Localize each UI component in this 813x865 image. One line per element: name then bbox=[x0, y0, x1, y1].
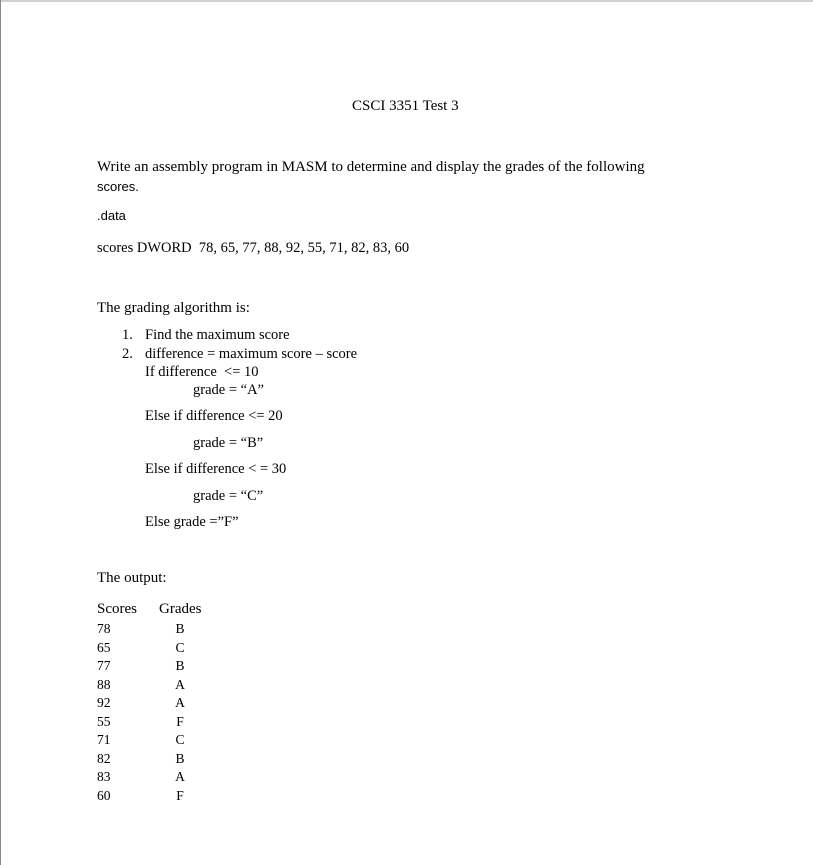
output-heading: The output: bbox=[97, 570, 167, 586]
table-row bbox=[97, 695, 207, 713]
scores-column-header: Scores bbox=[97, 601, 137, 617]
table-row bbox=[97, 714, 207, 732]
score-cell: 60 bbox=[97, 787, 111, 803]
score-cell: 83 bbox=[97, 769, 111, 784]
score-cell: 92 bbox=[97, 695, 111, 710]
grade-cell: A bbox=[175, 769, 185, 784]
data-directive: .data bbox=[97, 208, 126, 223]
grade-c-assignment: grade = “C” bbox=[193, 488, 264, 504]
page-left-border bbox=[0, 0, 1, 865]
grade-cell: C bbox=[175, 732, 185, 747]
score-cell: 78 bbox=[97, 621, 111, 636]
condition-a: If difference <= 10 bbox=[145, 364, 259, 380]
score-cell: 88 bbox=[97, 676, 111, 692]
grade-cell: A bbox=[175, 695, 185, 710]
grade-b-assignment: grade = “B” bbox=[193, 435, 264, 451]
condition-b: Else if difference <= 20 bbox=[145, 408, 283, 424]
score-cell: 71 bbox=[97, 732, 111, 747]
grade-cell: B bbox=[175, 750, 185, 766]
step-2-text: difference = maximum score – score bbox=[145, 346, 358, 362]
step-1-number: 1. bbox=[122, 327, 133, 343]
grade-cell: B bbox=[175, 658, 185, 673]
table-row bbox=[97, 769, 207, 787]
grade-cell: F bbox=[176, 713, 184, 729]
score-cell: 65 bbox=[97, 639, 111, 655]
page-top-border bbox=[0, 0, 813, 2]
grade-cell: F bbox=[176, 787, 184, 803]
table-row bbox=[97, 658, 207, 676]
score-cell: 77 bbox=[97, 658, 111, 673]
table-row bbox=[97, 788, 207, 806]
table-row bbox=[97, 732, 207, 750]
grade-cell: B bbox=[175, 621, 185, 636]
table-row bbox=[97, 677, 207, 695]
condition-f: Else grade =”F” bbox=[145, 514, 239, 530]
algorithm-heading: The grading algorithm is: bbox=[97, 300, 250, 316]
step-2-number: 2. bbox=[122, 346, 133, 362]
document-title: CSCI 3351 Test 3 bbox=[352, 98, 459, 114]
scores-declaration: scores DWORD 78, 65, 77, 88, 92, 55, 71, 82, 83, 60 bbox=[97, 240, 410, 256]
table-row bbox=[97, 621, 207, 639]
grade-a-assignment: grade = “A” bbox=[193, 382, 264, 398]
intro-text-line-1: Write an assembly program in MASM to determine and display the grades of the following bbox=[97, 159, 645, 175]
condition-c: Else if difference < = 30 bbox=[145, 461, 287, 477]
grades-column-header: Grades bbox=[159, 601, 202, 617]
table-row bbox=[97, 640, 207, 658]
score-cell: 82 bbox=[97, 750, 111, 766]
step-1-text: Find the maximum score bbox=[145, 327, 290, 343]
table-row bbox=[97, 751, 207, 769]
intro-text-line-2: scores. bbox=[97, 179, 139, 194]
grade-cell: C bbox=[175, 639, 185, 655]
score-cell: 55 bbox=[97, 713, 111, 729]
grade-cell: A bbox=[175, 676, 185, 692]
